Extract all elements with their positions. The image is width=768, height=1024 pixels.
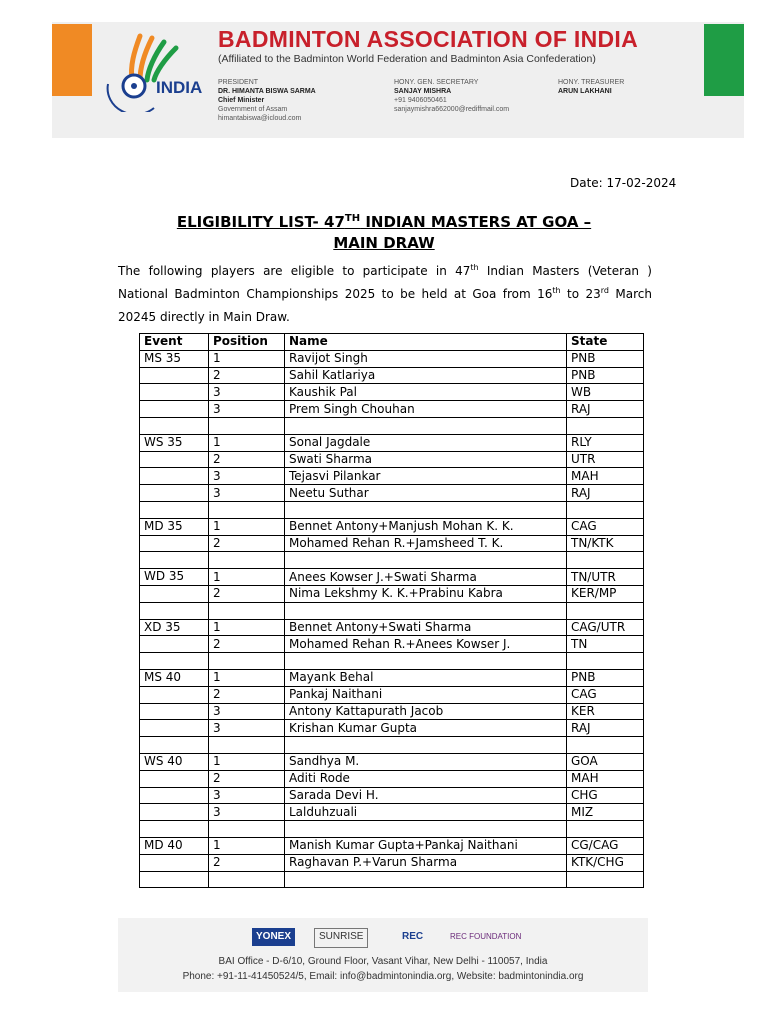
cell-state	[567, 737, 644, 754]
cell-state: MIZ	[567, 804, 644, 821]
table-row	[140, 552, 644, 569]
cell-event: WD 35	[140, 569, 209, 586]
cell-state: CHG	[567, 787, 644, 804]
cell-state: PNB	[567, 669, 644, 686]
cell-state: CAG	[567, 686, 644, 703]
cell-position: 3	[209, 485, 285, 502]
cell-event	[140, 485, 209, 502]
table-row	[140, 669, 644, 686]
table-row	[140, 569, 644, 586]
cell-name: Bennet Antony+Manjush Mohan K. K.	[285, 518, 567, 535]
sponsor-rec-foundation-logo: REC FOUNDATION	[450, 932, 522, 941]
cell-event	[140, 417, 209, 434]
cell-name: Mohamed Rehan R.+Anees Kowser J.	[285, 636, 567, 653]
cell-position: 3	[209, 703, 285, 720]
cell-event	[140, 501, 209, 518]
cell-event	[140, 720, 209, 737]
cell-state: TN/KTK	[567, 535, 644, 552]
cell-name: Ravijot Singh	[285, 350, 567, 367]
cell-position: 2	[209, 585, 285, 602]
cell-name: Sarada Devi H.	[285, 787, 567, 804]
cell-state	[567, 501, 644, 518]
cell-name: Neetu Suthar	[285, 485, 567, 502]
document-date: Date: 17-02-2024	[570, 176, 677, 190]
cell-event	[140, 703, 209, 720]
table-row	[140, 770, 644, 787]
cell-position: 1	[209, 753, 285, 770]
cell-position	[209, 552, 285, 569]
cell-name	[285, 737, 567, 754]
table-row	[140, 535, 644, 552]
cell-state: RAJ	[567, 401, 644, 418]
sponsor-sunrise-logo: SUNRISE	[314, 928, 368, 948]
cell-position: 3	[209, 804, 285, 821]
cell-event: WS 35	[140, 434, 209, 451]
cell-event	[140, 854, 209, 871]
cell-position: 2	[209, 636, 285, 653]
cell-state: GOA	[567, 753, 644, 770]
table-row	[140, 468, 644, 485]
table-row	[140, 821, 644, 838]
header-name: Name	[285, 334, 567, 351]
cell-name: Prem Singh Chouhan	[285, 401, 567, 418]
cell-state: KTK/CHG	[567, 854, 644, 871]
cell-position	[209, 602, 285, 619]
table-row	[140, 417, 644, 434]
cell-name: Lalduhzuali	[285, 804, 567, 821]
cell-state	[567, 417, 644, 434]
flag-orange-band	[52, 24, 92, 96]
intro-t1: The following players are eligible to participate in 47	[118, 264, 471, 278]
cell-state	[567, 552, 644, 569]
cell-name	[285, 417, 567, 434]
table-row	[140, 636, 644, 653]
header-state: State	[567, 334, 644, 351]
cell-event	[140, 384, 209, 401]
table-row	[140, 787, 644, 804]
table-row	[140, 619, 644, 636]
footer-address: BAI Office - D-6/10, Ground Floor, Vasant Vihar, New Delhi - 110057, India	[218, 956, 548, 967]
cell-position: 2	[209, 451, 285, 468]
cell-event: WS 40	[140, 753, 209, 770]
footer-contact: Phone: +91-11-41450524/5, Email: info@badmintonindia.org, Website: badmintonindia.org	[182, 971, 584, 982]
cell-name	[285, 871, 567, 888]
cell-event	[140, 585, 209, 602]
secretary-name: SANJAY MISHRA	[394, 88, 452, 95]
cell-state: PNB	[567, 367, 644, 384]
cell-state: RAJ	[567, 485, 644, 502]
intro-s1: th	[470, 263, 479, 272]
cell-name	[285, 653, 567, 670]
cell-event	[140, 821, 209, 838]
cell-state: CAG/UTR	[567, 619, 644, 636]
cell-name: Krishan Kumar Gupta	[285, 720, 567, 737]
cell-event: MS 40	[140, 669, 209, 686]
cell-position: 2	[209, 367, 285, 384]
org-name: BADMINTON ASSOCIATION OF INDIA	[218, 26, 639, 52]
secretary-phone: +91 9406050461	[394, 97, 447, 104]
president-email: himantabiswa@icloud.com	[218, 115, 302, 122]
title-sup: TH	[344, 213, 361, 224]
table-body	[140, 350, 644, 888]
flag-green-band	[704, 24, 744, 96]
cell-state: WB	[567, 384, 644, 401]
table-row	[140, 703, 644, 720]
cell-event	[140, 653, 209, 670]
cell-name	[285, 501, 567, 518]
header-event: Event	[140, 334, 209, 351]
table-row	[140, 401, 644, 418]
cell-position: 3	[209, 720, 285, 737]
cell-position: 1	[209, 434, 285, 451]
cell-event	[140, 401, 209, 418]
table-row	[140, 871, 644, 888]
table-row	[140, 367, 644, 384]
treasurer-block	[558, 78, 624, 96]
cell-name: Antony Kattapurath Jacob	[285, 703, 567, 720]
president-title: PRESIDENT	[218, 79, 259, 86]
treasurer-title: HONY. TREASURER	[558, 79, 625, 86]
cell-state: PNB	[567, 350, 644, 367]
cell-name: Pankaj Naithani	[285, 686, 567, 703]
cell-event	[140, 787, 209, 804]
table-row	[140, 434, 644, 451]
table-row	[140, 585, 644, 602]
president-line3: Government of Assam	[218, 106, 288, 113]
cell-name: Sahil Katlariya	[285, 367, 567, 384]
cell-position	[209, 417, 285, 434]
table-row	[140, 602, 644, 619]
cell-name: Tejasvi Pilankar	[285, 468, 567, 485]
intro-t3: to 23	[560, 287, 601, 301]
cell-name: Sonal Jagdale	[285, 434, 567, 451]
table-row	[140, 720, 644, 737]
cell-state: TN/UTR	[567, 569, 644, 586]
treasurer-name: ARUN LAKHANI	[558, 88, 612, 95]
cell-state: MAH	[567, 468, 644, 485]
cell-state	[567, 602, 644, 619]
cell-name: Raghavan P.+Varun Sharma	[285, 854, 567, 871]
cell-position: 3	[209, 384, 285, 401]
cell-event	[140, 686, 209, 703]
cell-position: 3	[209, 401, 285, 418]
cell-position: 1	[209, 350, 285, 367]
cell-position: 1	[209, 518, 285, 535]
cell-position: 1	[209, 669, 285, 686]
intro-t2: Indian Masters (Veteran ) National Badminton Championships 2025 to be held at Goa from 16	[118, 264, 652, 301]
table-row	[140, 837, 644, 854]
table-row	[140, 518, 644, 535]
cell-event: MD 35	[140, 518, 209, 535]
table-row	[140, 451, 644, 468]
cell-event: MD 40	[140, 837, 209, 854]
cell-event	[140, 468, 209, 485]
header-position: Position	[209, 334, 285, 351]
cell-name	[285, 821, 567, 838]
cell-name: Sandhya M.	[285, 753, 567, 770]
cell-position	[209, 737, 285, 754]
sponsor-rec-logo: REC	[402, 931, 424, 942]
president-name: DR. HIMANTA BISWA SARMA	[218, 88, 316, 95]
cell-state: TN	[567, 636, 644, 653]
cell-event	[140, 367, 209, 384]
secretary-block	[394, 78, 509, 114]
intro-s3: rd	[600, 286, 609, 295]
cell-position: 2	[209, 535, 285, 552]
title-part1: ELIGIBILITY LIST- 47	[176, 213, 345, 231]
cell-event	[140, 636, 209, 653]
president-block	[218, 78, 316, 123]
cell-state	[567, 871, 644, 888]
cell-position: 2	[209, 854, 285, 871]
eligibility-table	[139, 333, 644, 888]
table-header-row	[140, 334, 644, 351]
cell-name: Manish Kumar Gupta+Pankaj Naithani	[285, 837, 567, 854]
cell-position	[209, 653, 285, 670]
table-row	[140, 737, 644, 754]
cell-state	[567, 821, 644, 838]
title-line2: MAIN DRAW	[333, 234, 435, 252]
cell-name: Anees Kowser J.+Swati Sharma	[285, 569, 567, 586]
president-role: Chief Minister	[218, 97, 265, 104]
cell-position: 2	[209, 770, 285, 787]
cell-state: KER	[567, 703, 644, 720]
cell-event	[140, 737, 209, 754]
cell-name: Aditi Rode	[285, 770, 567, 787]
affiliation-line: (Affiliated to the Badminton World Federation and Badminton Asia Confederation)	[218, 53, 596, 65]
cell-state: UTR	[567, 451, 644, 468]
table-row	[140, 350, 644, 367]
cell-position	[209, 821, 285, 838]
cell-name	[285, 602, 567, 619]
cell-position: 2	[209, 686, 285, 703]
cell-position: 1	[209, 569, 285, 586]
cell-position: 1	[209, 619, 285, 636]
intro-t4: March 20245 directly in Main Draw.	[118, 287, 652, 324]
intro-s2: th	[552, 286, 561, 295]
cell-event	[140, 552, 209, 569]
table-row	[140, 804, 644, 821]
cell-position: 3	[209, 787, 285, 804]
cell-name: Mayank Behal	[285, 669, 567, 686]
cell-event: XD 35	[140, 619, 209, 636]
secretary-email: sanjaymishra662000@rediffmail.com	[394, 106, 510, 113]
cell-state: RAJ	[567, 720, 644, 737]
cell-name: Swati Sharma	[285, 451, 567, 468]
secretary-title: HONY. GEN. SECRETARY	[394, 79, 479, 86]
document-title	[100, 208, 668, 254]
bai-logo-icon	[100, 32, 212, 112]
cell-event	[140, 602, 209, 619]
cell-name: Nima Lekshmy K. K.+Prabinu Kabra	[285, 585, 567, 602]
title-part2: INDIAN MASTERS AT GOA –	[360, 213, 592, 231]
table-row	[140, 854, 644, 871]
cell-event: MS 35	[140, 350, 209, 367]
cell-event	[140, 871, 209, 888]
sponsor-yonex-logo: YONEX	[252, 928, 295, 946]
cell-state: CAG	[567, 518, 644, 535]
cell-name: Bennet Antony+Swati Sharma	[285, 619, 567, 636]
cell-position: 1	[209, 837, 285, 854]
cell-state: RLY	[567, 434, 644, 451]
cell-event	[140, 770, 209, 787]
table-row	[140, 753, 644, 770]
intro-paragraph	[118, 260, 652, 329]
cell-position: 3	[209, 468, 285, 485]
cell-event	[140, 804, 209, 821]
cell-state: CG/CAG	[567, 837, 644, 854]
cell-position	[209, 871, 285, 888]
cell-state: MAH	[567, 770, 644, 787]
cell-name: Mohamed Rehan R.+Jamsheed T. K.	[285, 535, 567, 552]
cell-position	[209, 501, 285, 518]
cell-state: KER/MP	[567, 585, 644, 602]
table-row	[140, 653, 644, 670]
table-row	[140, 384, 644, 401]
table-row	[140, 485, 644, 502]
cell-event	[140, 451, 209, 468]
cell-name	[285, 552, 567, 569]
cell-state	[567, 653, 644, 670]
table-row	[140, 686, 644, 703]
cell-event	[140, 535, 209, 552]
table-row	[140, 501, 644, 518]
cell-name: Kaushik Pal	[285, 384, 567, 401]
logo-text: INDIA	[156, 78, 203, 97]
